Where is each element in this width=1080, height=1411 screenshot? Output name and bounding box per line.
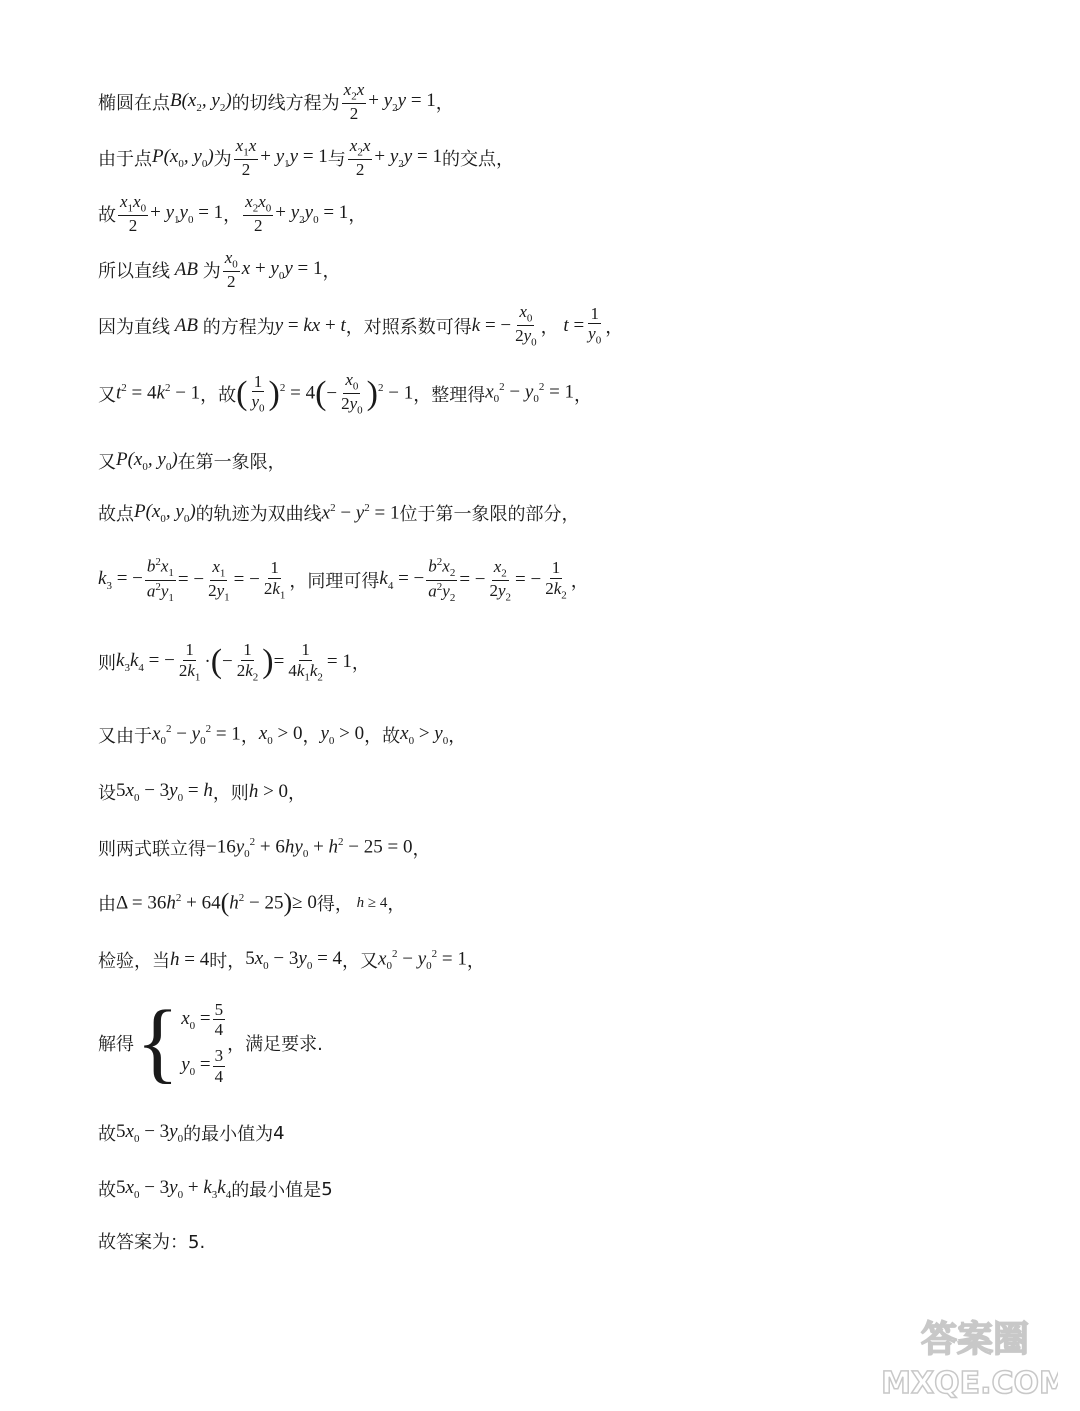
right-paren: ) [366,374,378,412]
fraction: $\frac{1}{2k_2}$ [236,640,259,683]
text: ，又 [342,951,379,972]
text: ， [387,894,406,915]
fraction: $\frac{1}{2k_2}$ [545,558,567,602]
math: + $y_2y = 1$ [368,89,436,114]
text: ， [302,726,321,747]
text: 则两式联立得 [98,839,206,860]
text: ，对照系数可得 [345,316,472,338]
math: AB [170,314,203,336]
text: 故点 [98,504,134,525]
text: ， [348,204,367,226]
math: $x_0^2 - y_0^2 = 1$ [485,381,575,406]
math: h ≥ 4 [352,894,388,911]
math: $k_3k_4$ = − [116,649,175,674]
solution-line-6 [98,370,592,417]
solution-line-7 [98,448,286,474]
text: 时， [209,951,246,972]
text: ， [240,726,259,747]
math: $5x_0 - 3y_0 + k_3k_4$ [116,1177,232,1201]
math: + $y_1y_0 = 1$ [150,201,224,226]
text: 又 [98,452,116,473]
math: $t^2 = 4k^2 - 1$ [116,382,201,404]
text: 则 [98,652,116,674]
solution-line-15 [98,947,485,973]
text: ， [448,726,467,747]
text: 的方程为 [202,316,275,338]
math: $^2$ = 4 [279,382,316,404]
math: = 1 [326,650,352,672]
text: 所以直线 [98,260,170,282]
text: 4 [273,1122,285,1144]
fraction: $\frac{x_1}{2y_1}$ [208,556,230,604]
solution-line-16 [98,993,323,1092]
fraction: $\frac{x_0}{2y_0}$ [341,370,363,417]
math: = − [515,569,542,591]
text: ， [435,92,454,114]
text: ， [466,951,485,972]
math: $5x_0 - 3y_0 = h$ [116,780,213,804]
fraction: $\frac{x_2}{2y_2}$ [489,556,512,604]
math: ≥ 0 [292,892,317,913]
math: $h^2 - 25$ [229,891,284,914]
math: $x^2 - y^2 = 1$ [321,501,400,524]
text: 5 [321,1178,333,1200]
right-paren: ) [268,374,280,412]
text: 故答案为：5. [98,1232,206,1253]
solution-line-10 [98,640,370,684]
solution-line-4 [98,248,341,292]
text: 设 [98,783,116,804]
math: = − [233,569,260,591]
math: y = kx + t [274,314,346,336]
fraction: $\frac{x_2x}{2}$ [343,80,365,124]
fraction: $\frac{x_2x}{2}$ [349,136,371,180]
math: AB [170,258,203,280]
text: 为 [213,148,232,170]
fraction: $\frac{1}{2k_1}$ [263,558,286,602]
watermark-bottom: MXQE.COM [883,1366,1058,1401]
text: 在第一象限， [177,452,286,473]
text: 为 [202,260,221,282]
solution-line-12 [98,779,306,805]
text: ，则 [212,783,249,804]
math: + $y_2y_0 = 1$ [275,201,349,226]
math: $k_3$ = − [98,568,143,593]
point-b: $B(x_2$, $y_2$) [170,89,232,114]
text: 检验，当 [98,951,170,972]
fraction: $\frac{5}{4}$ [214,999,224,1040]
point-p: $P(x_0$, $y_0$) [116,449,178,473]
solution-line-1 [98,80,454,124]
left-paren: ( [220,888,230,917]
solution-line-3 [98,192,366,236]
fraction: $\frac{b^2x_1}{a^2y_1}$ [146,556,174,604]
math: $k_4$ = − [379,568,425,593]
text: ， [605,316,624,338]
text: 得， [316,894,353,915]
text: ， [412,839,431,860]
math: · [204,650,211,672]
text: ， [570,571,589,593]
text: 又由于 [98,726,152,747]
text: 位于第一象限的部分， [399,504,580,525]
fraction: $\frac{1}{4k_1k_2}$ [288,640,323,683]
math: h = 4 [170,949,210,970]
text: 的交点， [441,148,514,170]
math: $y_0$ = [181,1054,211,1078]
text: 的最小值是 [231,1180,322,1201]
fraction: $\frac{b^2x_2}{a^2y_2}$ [428,556,456,604]
math: − [222,650,233,672]
math: $x + y_0y = 1$ [241,257,323,282]
point-p: $P(x_0$, $y_0$) [134,501,196,525]
text: 的最小值为 [183,1124,274,1145]
text: ， [540,316,559,338]
math: $5x_0 - 3y_0 = 4$ [245,948,343,972]
solution-line-5 [98,302,623,349]
text: ， [574,384,593,406]
text: 又 [98,384,116,406]
right-paren: ) [262,642,274,680]
solution-line-14 [98,888,405,918]
text: ，同理可得 [289,571,380,593]
text: 与 [327,148,346,170]
math: − [326,382,338,404]
left-paren: ( [210,642,223,680]
fraction: $\frac{x_0}{2}$ [224,248,238,292]
text: 的切线方程为 [231,92,340,114]
text: ，满足要求. [227,1034,323,1055]
fraction: $\frac{x_1x}{2}$ [235,136,257,180]
math: $5x_0 - 3y_0$ [116,1121,184,1145]
math: $y_0 > 0$ [320,723,365,747]
right-paren: ) [283,888,293,917]
solution-line-18 [98,1176,333,1202]
text: ， [322,260,341,282]
math: $x_0 > y_0$ [400,723,449,747]
left-paren: ( [236,374,248,412]
solution-line-19 [98,1228,205,1254]
text: 因为直线 [98,316,170,338]
fraction: $\frac{3}{4}$ [214,1046,224,1086]
text: 故 [98,204,116,226]
math: $x_0^2 - y_0^2 = 1$ [152,722,241,748]
fraction: $\frac{1}{y_0}$ [251,371,265,415]
fraction: $\frac{1}{y_0}$ [588,303,602,347]
solution-line-17 [98,1120,285,1146]
fraction: $\frac{x_0}{2y_0}$ [515,302,537,349]
math: $x_0 > 0$ [258,723,303,747]
text: 故 [98,1180,116,1201]
text: 椭圆在点 [98,92,170,114]
text: 由于点 [98,148,152,170]
math: $x_0^2 - y_0^2 = 1$ [378,947,467,973]
equation-system [134,993,227,1092]
solution-line-9 [98,556,589,604]
text: ，故 [200,384,237,406]
fraction: $\frac{1}{2k_1}$ [178,640,201,683]
text: ，故 [364,726,401,747]
solution-line-2 [98,136,514,180]
math: k = − [471,314,512,336]
solution-line-8 [98,500,579,526]
math: $-16y_0^2 + 6hy_0 + h^2 - 25 = 0$ [206,835,413,861]
left-paren: ( [315,374,327,412]
watermark-logo [883,1309,1058,1401]
watermark-top: 答案圈 [920,1319,1030,1360]
text: 故 [98,1124,116,1145]
math: + $y_1y = 1$ [260,145,328,170]
math: = [273,650,285,672]
text: ，整理得 [413,384,486,406]
math: $^2$ − 1 [378,382,414,404]
math: + $y_2y = 1$ [374,145,442,170]
math: $x_0$ = [181,1008,211,1032]
math: $\Delta = 36h^2 + 64$ [116,891,221,914]
solution-line-11 [98,722,466,748]
text: ， [351,652,370,674]
text: ， [223,204,242,226]
text: ， [288,783,307,804]
math: h > 0 [248,781,289,802]
text: 的轨迹为双曲线 [195,504,322,525]
fraction: $\frac{x_1x_0}{2}$ [120,192,147,236]
math: = − [177,569,205,591]
math: t = [558,314,585,336]
fraction: $\frac{x_2x_0}{2}$ [245,192,272,236]
text: 由 [98,894,116,915]
left-brace: { [136,993,180,1092]
text: 解得 [98,1034,134,1055]
math: = − [459,569,486,591]
point-p: $P(x_0$, $y_0$) [152,145,214,170]
solution-line-13 [98,835,430,861]
